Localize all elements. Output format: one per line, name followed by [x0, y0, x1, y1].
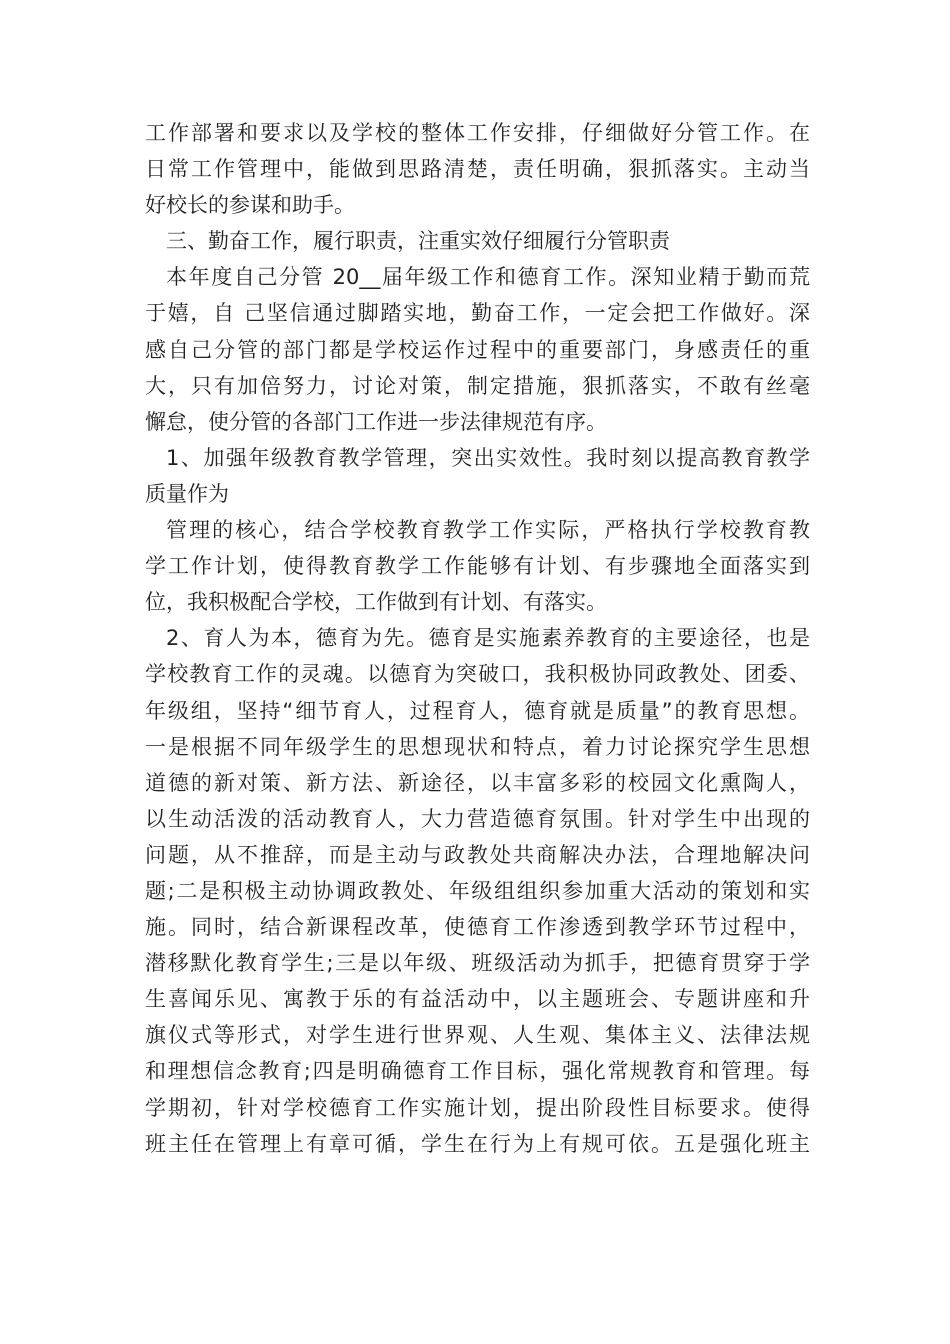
text-line: 施。同时，结合新课程改革，使德育工作渗透到教学环节过程中， — [145, 915, 810, 940]
section-heading: 三、勤奋工作，履行职责，注重实效仔细履行分管职责 — [166, 229, 670, 254]
text-line: 学期初，针对学校德育工作实施计划，提出阶段性目标要求。使得 — [145, 1095, 810, 1120]
text-line: 大，只有加倍努力，讨论对策，制定措施，狠抓落实，不敢有丝毫 — [145, 373, 810, 398]
text-line: 年级组，坚持“细节育人，过程育人，德育就是质量”的教育思想。 — [145, 698, 810, 723]
text-line: 本年度自己分管 20__届年级工作和德育工作。深知业精于勤而荒 — [166, 265, 810, 290]
text-line: 和理想信念教育;四是明确德育工作目标，强化常规教育和管理。每 — [145, 1059, 810, 1084]
text-line: 2、育人为本，德育为先。德育是实施素养教育的主要途径，也是 — [166, 626, 810, 651]
text-line: 懈怠，使分管的各部门工作进一步法律规范有序。 — [145, 409, 607, 434]
text-line: 旗仪式等形式，对学生进行世界观、人生观、集体主义、法律法规 — [145, 1023, 810, 1048]
text-line: 位，我积极配合学校，工作做到有计划、有落实。 — [145, 590, 607, 615]
text-line: 题;二是积极主动协调政教处、年级组组织参加重大活动的策划和实 — [145, 878, 810, 903]
text-line: 感自己分管的部门都是学校运作过程中的重要部门，身感责任的重 — [145, 337, 810, 362]
text-line: 质量作为 — [145, 481, 229, 506]
text-line: 学校教育工作的灵魂。以德育为突破口，我积极协同政教处、团委、 — [145, 662, 810, 687]
text-line: 潜移默化教育学生;三是以年级、班级活动为抓手，把德育贯穿于学 — [145, 951, 810, 976]
text-line: 生喜闻乐见、寓教于乐的有益活动中，以主题班会、专题讲座和升 — [145, 987, 810, 1012]
text-line: 以生动活泼的活动教育人，大力营造德育氛围。针对学生中出现的 — [145, 806, 810, 831]
text-line: 班主任在管理上有章可循，学生在行为上有规可依。五是强化班主 — [145, 1131, 810, 1156]
text-line: 一是根据不同年级学生的思想现状和特点，着力讨论探究学生思想 — [145, 734, 810, 759]
text-line: 于嬉，自 己坚信通过脚踏实地，勤奋工作，一定会把工作做好。深 — [145, 301, 810, 326]
text-line: 问题，从不推辞，而是主动与政教处共商解决办法，合理地解决问 — [145, 842, 810, 867]
text-line: 好校长的参谋和助手。 — [145, 193, 355, 218]
text-line: 管理的核心，结合学校教育教学工作实际，严格执行学校教育教 — [166, 518, 810, 543]
body-text — [145, 115, 810, 1162]
text-line: 道德的新对策、新方法、新途径，以丰富多彩的校园文化熏陶人， — [145, 770, 810, 795]
text-line: 工作部署和要求以及学校的整体工作安排，仔细做好分管工作。在 — [145, 121, 810, 145]
text-line: 1、加强年级教育教学管理，突出实效性。我时刻以提高教育教学 — [166, 445, 810, 470]
text-line: 学工作计划，使得教育教学工作能够有计划、有步骤地全面落实到 — [145, 554, 810, 579]
text-line: 日常工作管理中，能做到思路清楚，责任明确，狠抓落实。主动当 — [145, 157, 810, 182]
